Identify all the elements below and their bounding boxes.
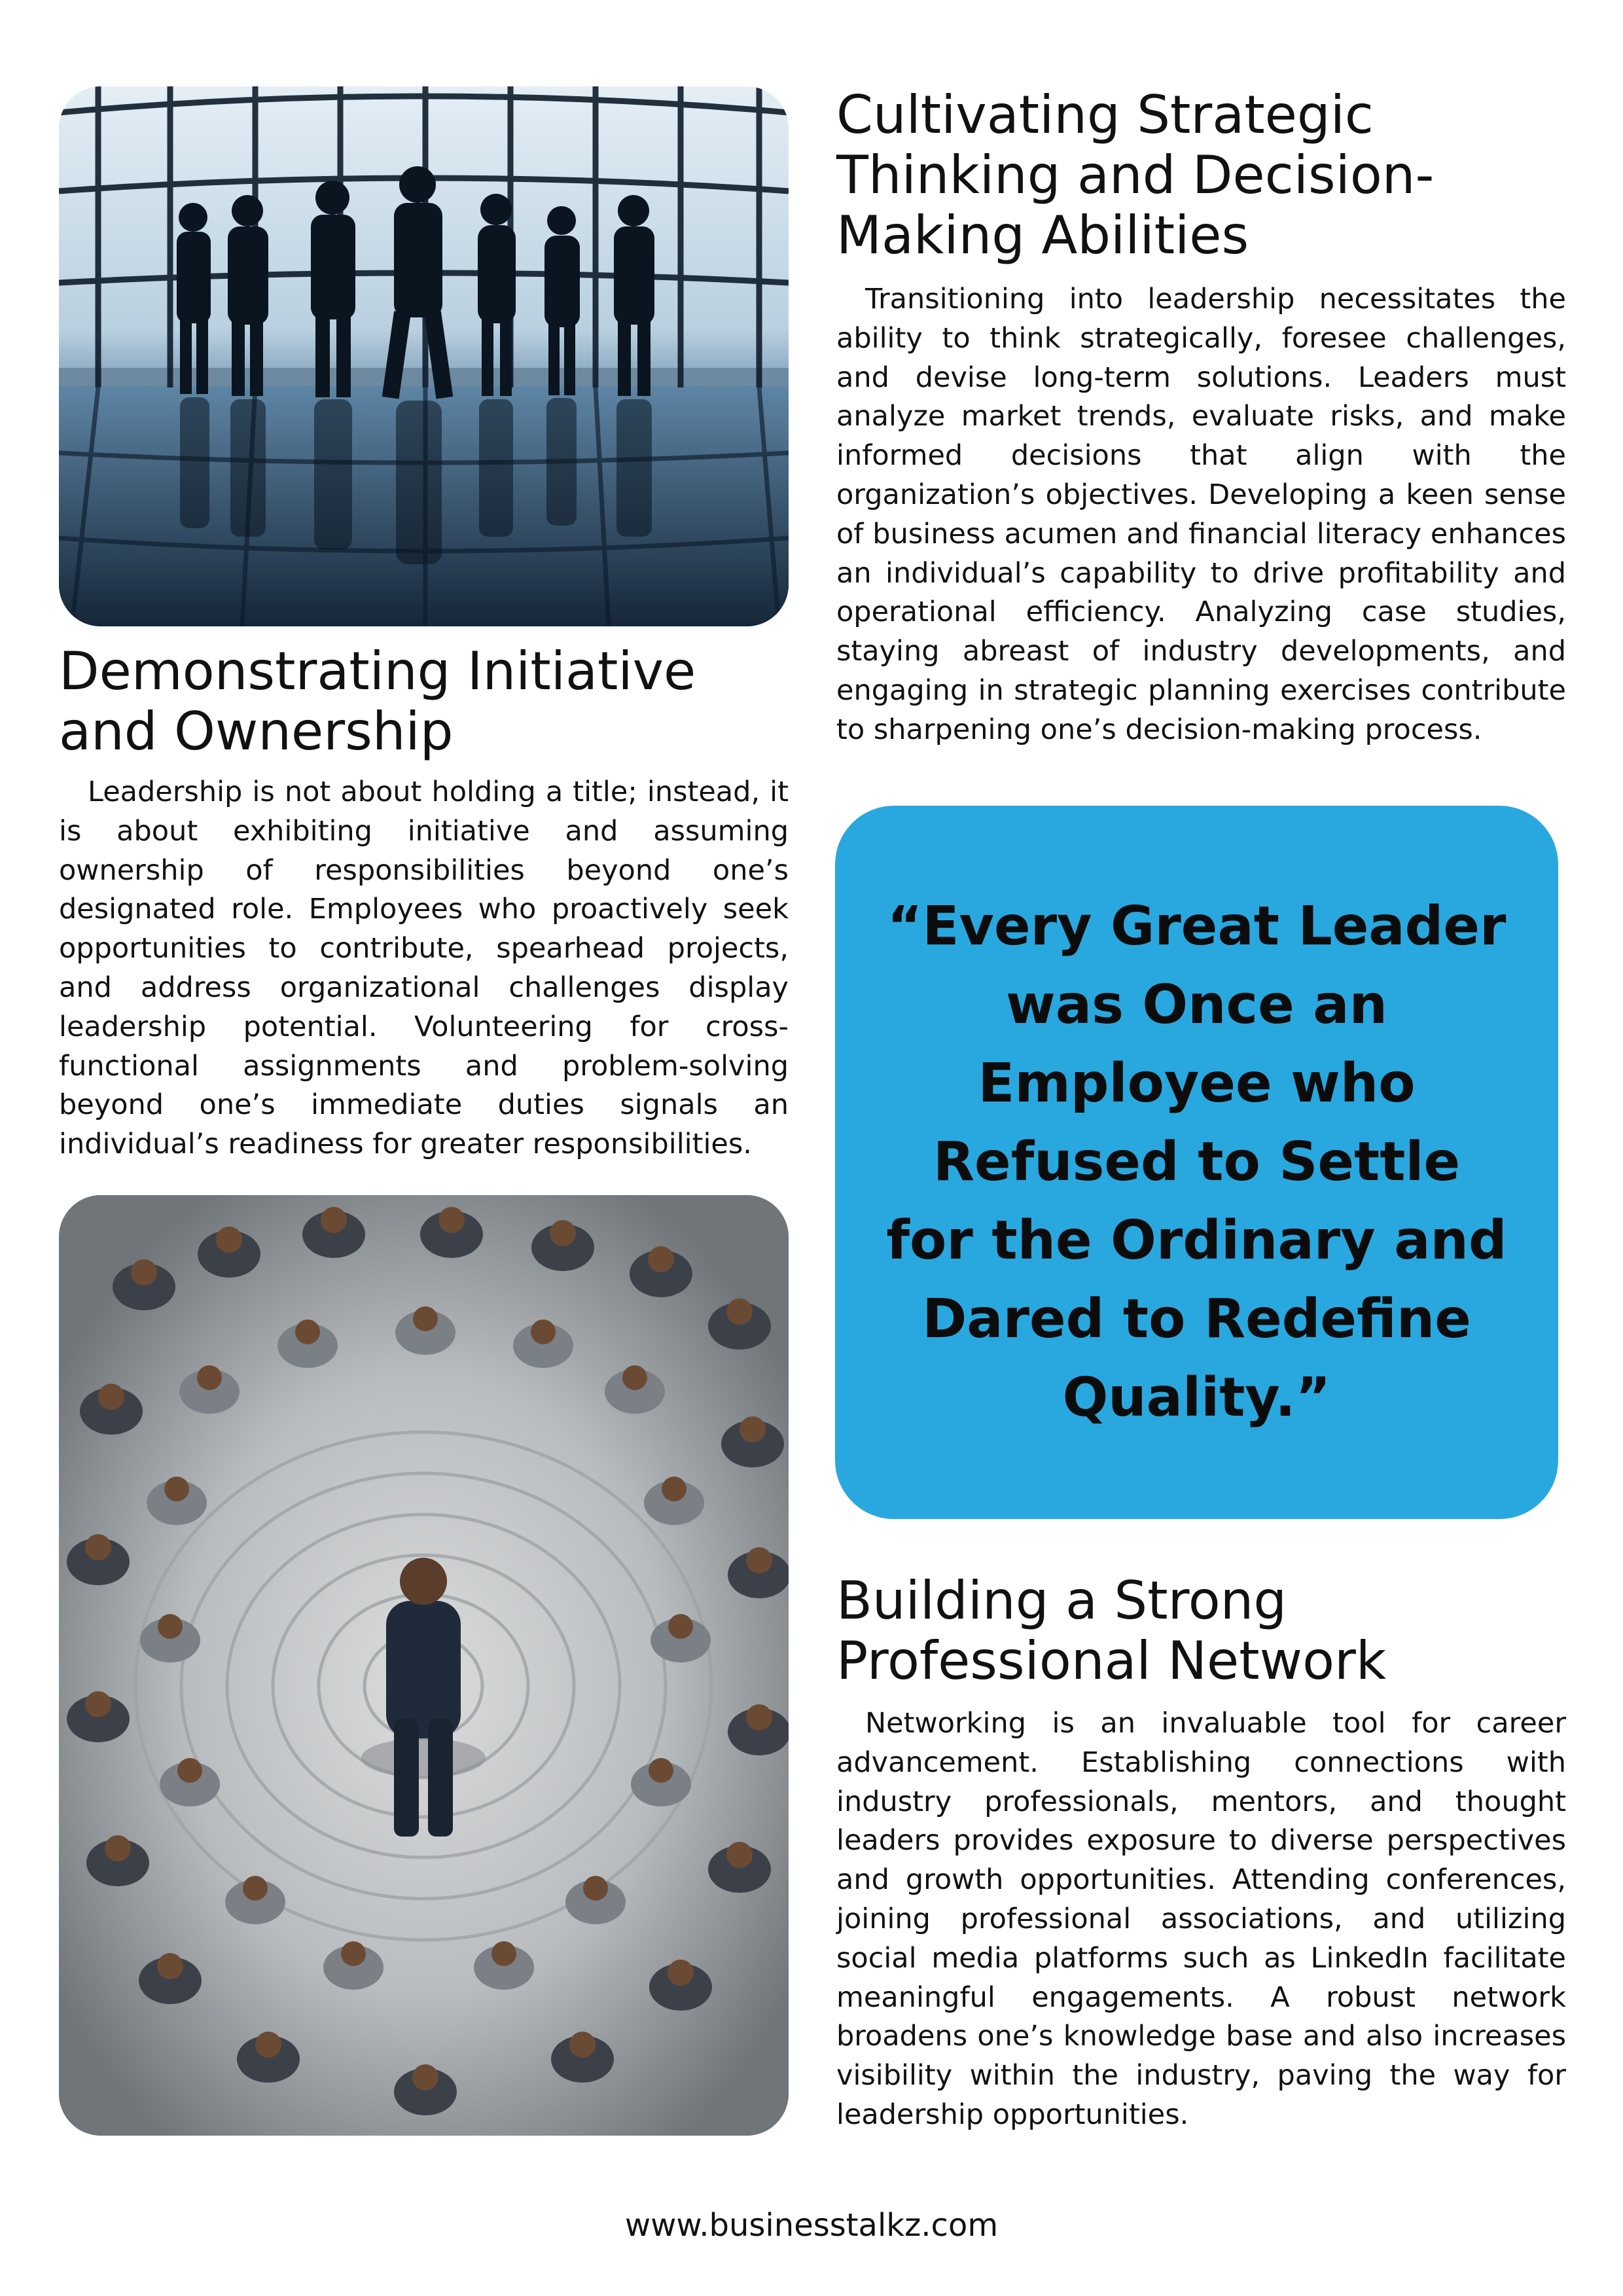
- team-silhouette-photo: [59, 86, 789, 626]
- initiative-ownership-paragraph: Leadership is not about holding a title; instead, it is about exhibiting initiative and assuming ownership of responsibilities beyond one’s designated role. Employees who proactively seek opportunities to contribute, spearhead projects, and address organizational challenges display leadership potential. Volunteering for cross-functional assignments and problem-solving beyond one’s immediate duties signals an individual’s readiness for greater responsibilities.: [59, 776, 789, 1161]
- circle-of-leaders-illustration: [59, 1195, 789, 2136]
- footer-website-url[interactable]: www.businesstalkz.com: [624, 2207, 999, 2244]
- leadership-quote-box: [835, 806, 1558, 1519]
- circle-of-leaders-photo: [59, 1195, 789, 2136]
- professional-network-heading: Building a Strong Professional Network: [836, 1570, 1387, 1691]
- strategic-thinking-paragraph: Transitioning into leadership necessitates the ability to think strategically, foresee challenges, and devise long-term solutions. Leaders must analyze market trends, evaluate risks, and make informed decisions that align with the organization’s objectives. Developing a keen sense of business acumen and financial literacy enhances an individual’s capability to drive profitability and operational efficiency. Analyzing case studies, staying abreast of industry developments, and engaging in strategic planning exercises contribute to sharpening one’s decision-making process.: [836, 283, 1566, 746]
- team-silhouette-illustration: [59, 86, 789, 626]
- professional-network-paragraph: Networking is an invaluable tool for career advancement. Establishing connections with industry professionals, mentors, and thought leaders provides exposure to diverse perspectives and growth opportunities. Attending conferences, joining professional associations, and utilizing social media platforms such as LinkedIn facilitate meaningful engagements. A robust network broadens one’s knowledge base and also increases visibility within the industry, paving the way for leadership opportunities.: [836, 1707, 1566, 2131]
- strategic-thinking-heading: Cultivating Strategic Thinking and Decision-Making Abilities: [836, 84, 1435, 266]
- initiative-ownership-heading: Demonstrating Initiative and Ownership: [59, 641, 696, 762]
- leadership-quote-text: “Every Great Leader was Once an Employee who Refused to Settle for the Ordinary and Dared to Redefine Quality.”: [886, 895, 1507, 1429]
